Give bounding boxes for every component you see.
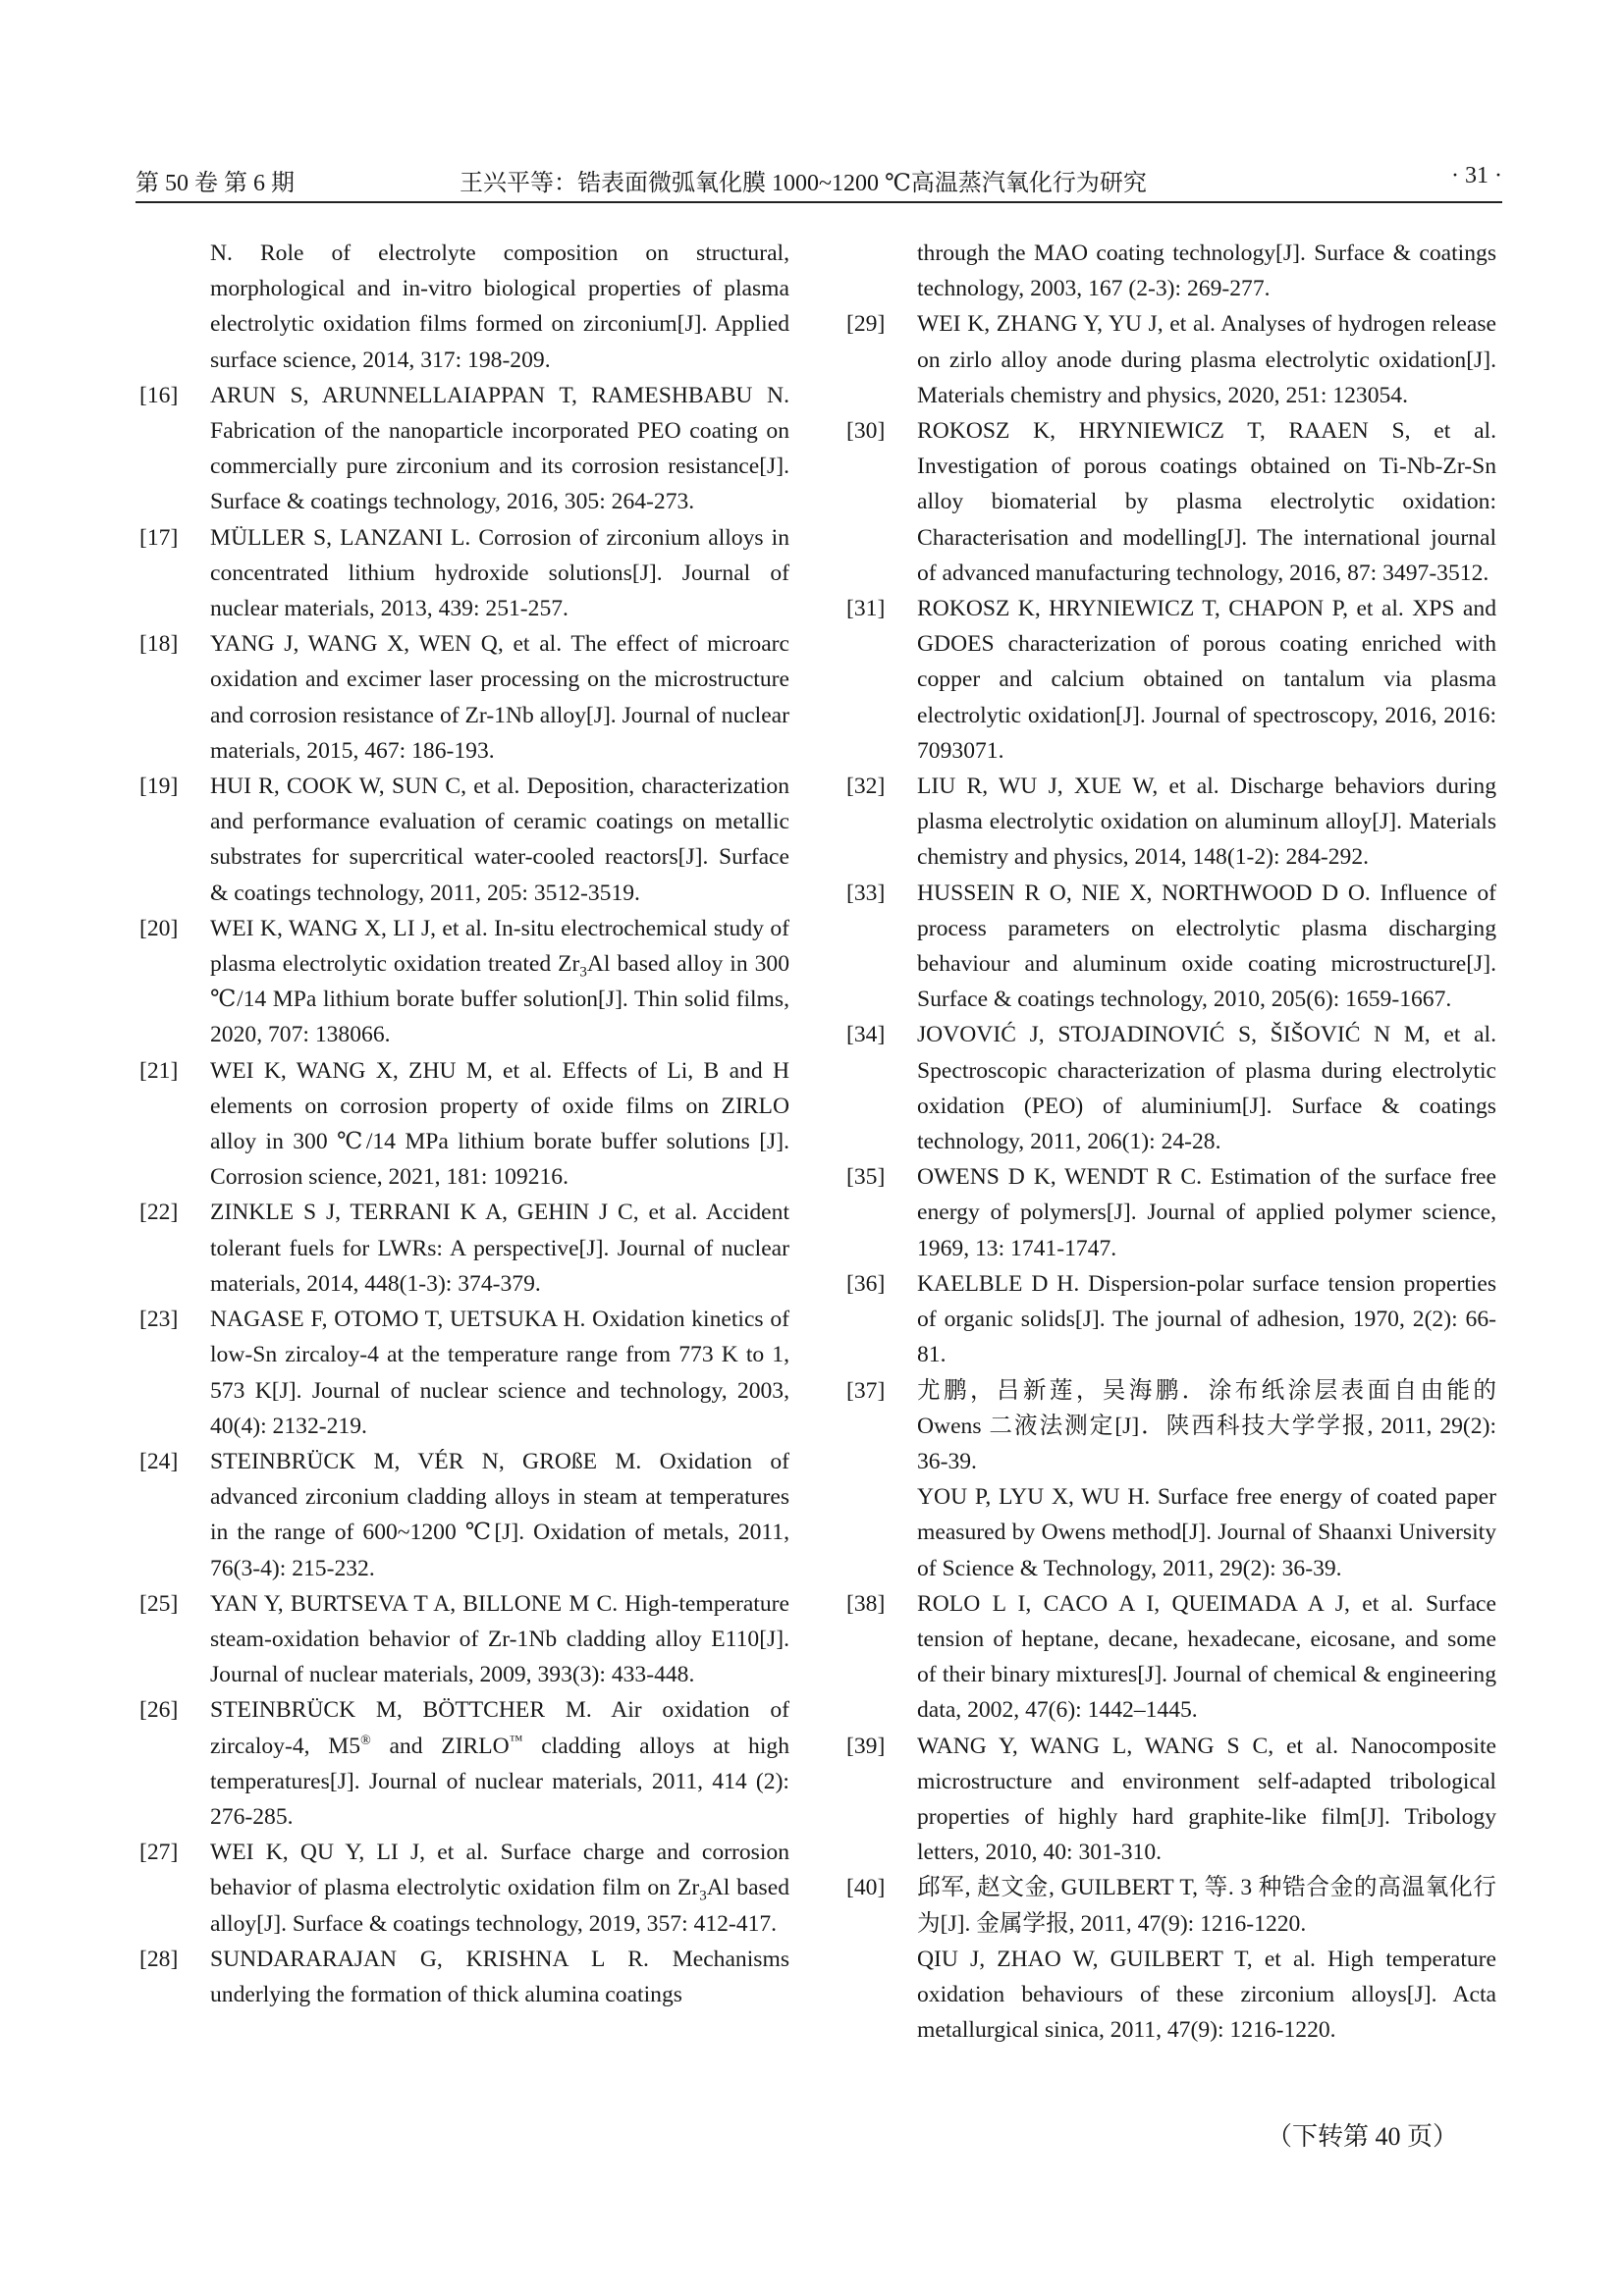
reference-number: [29]: [846, 311, 886, 338]
reference-31: [842, 591, 1496, 769]
reference-number: [23]: [139, 1307, 179, 1333]
reference-text: 邱军, 赵文金, GUILBERT T, 等. 3 种锆合金的高温氧化行为[J]. 金属学报, 2011, 47(9): 1216-1220.: [917, 1875, 1496, 1937]
reference-text-part: Al based alloy in 300 ℃/14 MPa lithium borate buffer solution[J]. Thin solid films, 2020, 707: 138066.: [210, 951, 789, 1048]
reference-number: [24]: [139, 1448, 179, 1474]
subscript: 3: [699, 1889, 707, 1905]
reference-35: [842, 1159, 1496, 1266]
reference-number: [25]: [139, 1590, 179, 1617]
reference-number: [39]: [846, 1733, 886, 1759]
reference-text: KAELBLE D H. Dispersion-polar surface tension properties of organic solids[J]. The journal of adhesion, 1970, 2(2): 66-81.: [917, 1270, 1496, 1368]
reference-text-part: and ZIRLO: [370, 1733, 510, 1759]
reference-24: [135, 1444, 789, 1586]
reference-text: HUI R, COOK W, SUN C, et al. Deposition, characterization and performance evaluation of ceramic coatings on metallic substrates for supercritical water-cooled reactors[J]. Surface & coatings technology, 2011, 205: 3512-3519.: [210, 774, 789, 906]
reference-text: WEI K, ZHANG Y, YU J, et al. Analyses of hydrogen release on zirlo alloy anode during plasma electrolytic oxidation[J]. Materials chemistry and physics, 2020, 251: 123054.: [917, 311, 1496, 408]
reference-number: [36]: [846, 1270, 886, 1297]
reference-text: SUNDARARAJAN G, KRISHNA L R. Mechanisms underlying the formation of thick alumina coatings: [210, 1946, 789, 2007]
reference-text-part: cladding alloys at high temperatures[J]. Journal of nuclear materials, 2011, 414 (2): 276-285.: [210, 1733, 790, 1830]
reference-text: ROKOSZ K, HRYNIEWICZ T, CHAPON P, et al. XPS and GDOES characterization of porous coating enriched with copper and calcium obtained on tantalum via plasma electrolytic oxidation[J]. Journal of spectroscopy, 2016, 2016: 7093071.: [917, 596, 1496, 764]
reference-text-part: WEI K, WANG X, LI J, et al. In-situ electrochemical study of plasma electrolytic oxidation treated Zr: [210, 915, 789, 978]
reference-number: [31]: [846, 596, 886, 622]
reference-number: [40]: [846, 1875, 886, 1901]
reference-text: STEINBRÜCK M, VÉR N, GROßE M. Oxidation of advanced zirconium cladding alloys in steam at temperatures in the range of 600~1200 ℃[J]. Oxidation of metals, 2011, 76(3-4): 215-232.: [210, 1448, 789, 1581]
reference-text: YANG J, WANG X, WEN Q, et al. The effect of microarc oxidation and excimer laser processing on the microstructure and corrosion resistance of Zr-1Nb alloy[J]. Journal of nuclear materials, 2015, 467: 186-193.: [210, 631, 789, 764]
reference-number: [37]: [846, 1377, 886, 1404]
reference-continuation: N. Role of electrolyte composition on structural, morphological and in-vitro biological properties of plasma electrolytic oxidation films formed on zirconium[J]. Applied surface science, 2014, 317: 198-209.: [210, 240, 789, 373]
journal-volume-issue: 第 50 卷 第 6 期: [135, 171, 295, 196]
reference-19: [135, 769, 789, 911]
reference-38: [842, 1586, 1496, 1729]
reference-text: MÜLLER S, LANZANI L. Corrosion of zirconium alloys in concentrated lithium hydroxide solutions[J]. Journal of nuclear materials, 2013, 439: 251-257.: [210, 524, 789, 622]
reference-text: JOVOVIĆ J, STOJADINOVIĆ S, ŠIŠOVIĆ N M, et al. Spectroscopic characterization of plasma during electrolytic oxidation (PEO) of aluminium[J]. Surface & coatings technology, 2011, 206(1): 24-28.: [917, 1022, 1496, 1155]
reference-27: [135, 1835, 789, 1942]
reference-22: [135, 1195, 789, 1302]
reference-number: [20]: [139, 915, 179, 941]
reference-40: [842, 1870, 1496, 1941]
reference-20: [135, 911, 789, 1053]
reference-number: [33]: [846, 880, 886, 906]
reference-number: [27]: [139, 1840, 179, 1866]
reference-39: [842, 1729, 1496, 1871]
reference-text: 尤鹏，吕新莲，吴海鹏．涂布纸涂层表面自由能的 Owens 二液法测定[J]．陕西科技大学学报, 2011, 29(2): 36-39.: [917, 1377, 1496, 1474]
reference-36: [842, 1266, 1496, 1373]
reference-number: [19]: [139, 774, 179, 800]
reference-17: [135, 520, 789, 627]
reference-number: [22]: [139, 1200, 179, 1226]
running-title: 王兴平等：锆表面微弧氧化膜 1000~1200 ℃高温蒸汽氧化行为研究: [460, 171, 1147, 196]
references-right-column: [842, 236, 1496, 2048]
reference-number: [21]: [139, 1057, 179, 1084]
reference-37-english: YOU P, LYU X, WU H. Surface free energy of coated paper measured by Owens method[J]. Journal of Shaanxi University of Science & Technology, 2011, 29(2): 36-39.: [917, 1484, 1496, 1581]
reference-text-part: STEINBRÜCK M, BÖTTCHER M. Air oxidation of zircaloy-4, M5: [210, 1697, 789, 1759]
reference-text: OWENS D K, WENDT R C. Estimation of the surface free energy of polymers[J]. Journal of applied polymer science, 1969, 13: 1741-1747.: [917, 1164, 1496, 1261]
reference-18: [135, 626, 789, 769]
reference-text: WANG Y, WANG L, WANG S C, et al. Nanocomposite microstructure and environment self-adapted tribological properties of highly hard graphite-like film[J]. Tribology letters, 2010, 40: 301-310.: [917, 1733, 1496, 1866]
reference-16: [135, 378, 789, 520]
references-left-column: [135, 236, 789, 2012]
continued-on-note: （下转第 40 页）: [1267, 2122, 1459, 2151]
registered-mark: ®: [360, 1733, 371, 1748]
reference-21: [135, 1053, 789, 1196]
reference-text: YAN Y, BURTSEVA T A, BILLONE M C. High-temperature steam-oxidation behavior of Zr-1Nb cladding alloy E110[J]. Journal of nuclear materials, 2009, 393(3): 433-448.: [210, 1590, 789, 1688]
reference-text-part: Al based alloy[J]. Surface & coatings technology, 2019, 357: 412-417.: [210, 1875, 789, 1937]
reference-text: HUSSEIN R O, NIE X, NORTHWOOD D O. Influence of process parameters on electrolytic plasma discharging behaviour and aluminum oxide coating microstructure[J]. Surface & coatings technology, 2010, 205(6): 1659-1667.: [917, 880, 1496, 1013]
reference-number: [38]: [846, 1590, 886, 1617]
page-number: · 31 ·: [1451, 163, 1502, 188]
reference-33: [842, 876, 1496, 1018]
reference-text: ROLO L I, CACO A I, QUEIMADA A J, et al. Surface tension of heptane, decane, hexadecane, eicosane, and some of their binary mixtures[J]. Journal of chemical & engineering data, 2002, 47(6): 1442–1445.: [917, 1590, 1496, 1724]
subscript: 3: [579, 964, 587, 981]
reference-text-part: WEI K, QU Y, LI J, et al. Surface charge and corrosion behavior of plasma electrolytic oxidation film on Zr: [210, 1840, 789, 1901]
reference-text: ZINKLE S J, TERRANI K A, GEHIN J C, et al. Accident tolerant fuels for LWRs: A perspective[J]. Journal of nuclear materials, 2014, 448(1-3): 374-379.: [210, 1200, 789, 1297]
running-header: [135, 157, 1502, 196]
reference-text: ROKOSZ K, HRYNIEWICZ T, RAAEN S, et al. Investigation of porous coatings obtained on Ti-Nb-Zr-Sn alloy biomaterial by plasma electrolytic oxidation: Characterisation and modelling[J]. The international journal of advanced manufacturing technology, 2016, 87: 3497-3512.: [917, 418, 1496, 586]
reference-30: [842, 413, 1496, 591]
reference-29: [842, 306, 1496, 413]
reference-37: [842, 1373, 1496, 1480]
reference-23: [135, 1302, 789, 1444]
reference-number: [18]: [139, 631, 179, 658]
reference-text: ARUN S, ARUNNELLAIAPPAN T, RAMESHBABU N. Fabrication of the nanoparticle incorporated PEO coating on commercially pure zirconium and its corrosion resistance[J]. Surface & coatings technology, 2016, 305: 264-273.: [210, 382, 789, 515]
trademark-mark: ™: [509, 1733, 523, 1748]
reference-28: [135, 1942, 789, 2012]
reference-number: [35]: [846, 1164, 886, 1191]
header-rule: [135, 201, 1502, 203]
reference-number: [26]: [139, 1697, 179, 1724]
reference-text: WEI K, WANG X, ZHU M, et al. Effects of Li, B and H elements on corrosion property of oxide films on ZIRLO alloy in 300 ℃/14 MPa lithium borate buffer solutions [J]. Corrosion science, 2021, 181: 109216.: [210, 1057, 789, 1191]
reference-text: NAGASE F, OTOMO T, UETSUKA H. Oxidation kinetics of low-Sn zircaloy-4 at the temperature range from 773 K to 1, 573 K[J]. Journal of nuclear science and technology, 2003, 40(4): 2132-219.: [210, 1307, 789, 1439]
reference-26: [135, 1692, 789, 1835]
reference-number: [17]: [139, 524, 179, 551]
reference-34: [842, 1017, 1496, 1159]
reference-40-english: QIU J, ZHAO W, GUILBERT T, et al. High temperature oxidation behaviours of these zirconium alloys[J]. Acta metallurgical sinica, 2011, 47(9): 1216-1220.: [917, 1946, 1496, 2044]
reference-number: [30]: [846, 418, 886, 445]
reference-number: [34]: [846, 1022, 886, 1048]
reference-number: [28]: [139, 1946, 179, 1972]
reference-25: [135, 1586, 789, 1693]
reference-32: [842, 769, 1496, 876]
reference-text: LIU R, WU J, XUE W, et al. Discharge behaviors during plasma electrolytic oxidation on aluminum alloy[J]. Materials chemistry and physics, 2014, 148(1-2): 284-292.: [917, 774, 1496, 871]
reference-continuation: through the MAO coating technology[J]. Surface & coatings technology, 2003, 167 (2-3): 269-277.: [917, 240, 1496, 302]
reference-number: [16]: [139, 382, 179, 408]
reference-number: [32]: [846, 774, 886, 800]
